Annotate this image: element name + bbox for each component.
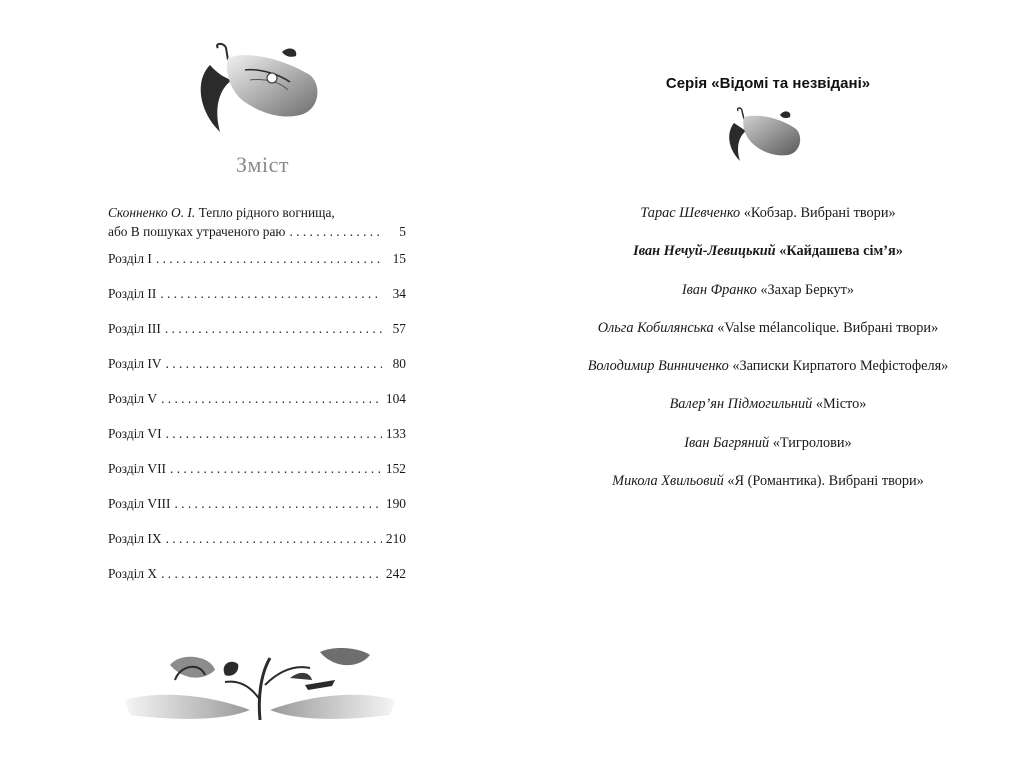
intro-author: Сконненко О. І. <box>108 205 196 220</box>
book-author: Валер’ян Підмогильний <box>669 396 813 413</box>
intro-title-line2-row <box>108 224 406 243</box>
chapter-page-number: 80 <box>392 356 406 371</box>
toc-leader-dots <box>166 356 382 372</box>
toc-title: Зміст <box>236 152 289 177</box>
hands-flowers-ornament-icon <box>120 640 400 730</box>
chapter-label: Розділ VII <box>108 461 167 476</box>
book-title: «Кобзар. Вибрані твори» <box>743 205 896 221</box>
intro-page-number: 5 <box>399 224 406 239</box>
series-book-item <box>512 243 1024 262</box>
book-title: «Записки Кирпатого Мефістофеля» <box>732 358 949 375</box>
series-book-item <box>512 358 1024 377</box>
book-author: Володимир Винниченко <box>587 358 729 375</box>
book-author: Іван Багряний <box>684 434 770 451</box>
chapter-label: Розділ I <box>108 251 152 266</box>
book-title: «Місто» <box>815 396 867 413</box>
series-book-list <box>512 205 1024 511</box>
book-title: «Я (Романтика). Вибрані твори» <box>727 473 924 490</box>
chapter-page-number: 242 <box>385 566 406 581</box>
toc-chapter-row <box>108 461 406 480</box>
chapter-label: Розділ III <box>108 321 161 336</box>
table-of-contents <box>108 205 406 601</box>
chapter-label: Розділ IV <box>108 356 162 371</box>
book-author: Микола Хвильовий <box>612 473 724 490</box>
chapter-label: Розділ II <box>108 286 157 301</box>
toc-leader-dots <box>289 224 382 240</box>
chapter-page-number: 104 <box>385 391 406 406</box>
toc-intro-entry <box>108 205 406 243</box>
chapter-page-number: 133 <box>385 426 406 441</box>
toc-chapter-row <box>108 391 406 410</box>
toc-leader-dots <box>161 391 382 407</box>
book-title: «Захар Беркут» <box>760 281 855 298</box>
toc-leader-dots <box>166 531 382 547</box>
toc-chapter-row <box>108 496 406 515</box>
toc-chapter-row <box>108 531 406 550</box>
series-title: Серія «Відомі та незвідані» <box>665 75 871 92</box>
chapter-page-number: 210 <box>385 531 406 546</box>
series-book-item <box>512 320 1024 339</box>
chapter-list <box>108 251 406 585</box>
intro-title-line1: Тепло рідного вогнища, <box>198 205 335 220</box>
toc-chapter-row <box>108 356 406 375</box>
book-title: «Тигролови» <box>772 434 852 451</box>
chapter-page-number: 15 <box>392 251 406 266</box>
chapter-label: Розділ V <box>108 391 158 406</box>
right-page <box>512 0 1024 768</box>
series-book-item <box>512 205 1024 224</box>
pear-flower-ornament-icon <box>190 40 330 140</box>
intro-title-line2: або В пошуках утраченого раю <box>108 224 286 239</box>
book-author: Тарас Шевченко <box>640 205 741 221</box>
toc-leader-dots <box>166 426 382 442</box>
book-author: Іван Франко <box>681 281 757 298</box>
series-book-item <box>512 396 1024 415</box>
toc-chapter-row <box>108 321 406 340</box>
toc-chapter-row <box>108 251 406 270</box>
toc-leader-dots <box>161 566 382 582</box>
chapter-label: Розділ IX <box>108 531 162 546</box>
chapter-page-number: 57 <box>392 321 406 336</box>
toc-leader-dots <box>165 321 382 337</box>
toc-leader-dots <box>170 461 382 477</box>
pear-ornament-icon <box>722 105 812 165</box>
book-title: «Valse mélancolique. Вибрані твори» <box>717 319 939 336</box>
chapter-label: Розділ VIII <box>108 496 171 511</box>
toc-leader-dots <box>156 251 382 267</box>
toc-leader-dots <box>174 496 381 512</box>
toc-leader-dots <box>160 286 382 302</box>
chapter-label: Розділ X <box>108 566 158 581</box>
series-book-item <box>512 473 1024 492</box>
toc-chapter-row <box>108 566 406 585</box>
series-book-item <box>512 282 1024 301</box>
chapter-page-number: 190 <box>385 496 406 511</box>
toc-chapter-row <box>108 426 406 445</box>
toc-chapter-row <box>108 286 406 305</box>
book-title: «Кайдашева сім’я» <box>779 243 903 260</box>
chapter-page-number: 152 <box>385 461 406 476</box>
book-author: Іван Нечуй-Левицький <box>633 243 776 260</box>
book-author: Ольга Кобилянська <box>597 319 714 336</box>
chapter-label: Розділ VI <box>108 426 162 441</box>
series-book-item <box>512 435 1024 454</box>
chapter-page-number: 34 <box>392 286 406 301</box>
